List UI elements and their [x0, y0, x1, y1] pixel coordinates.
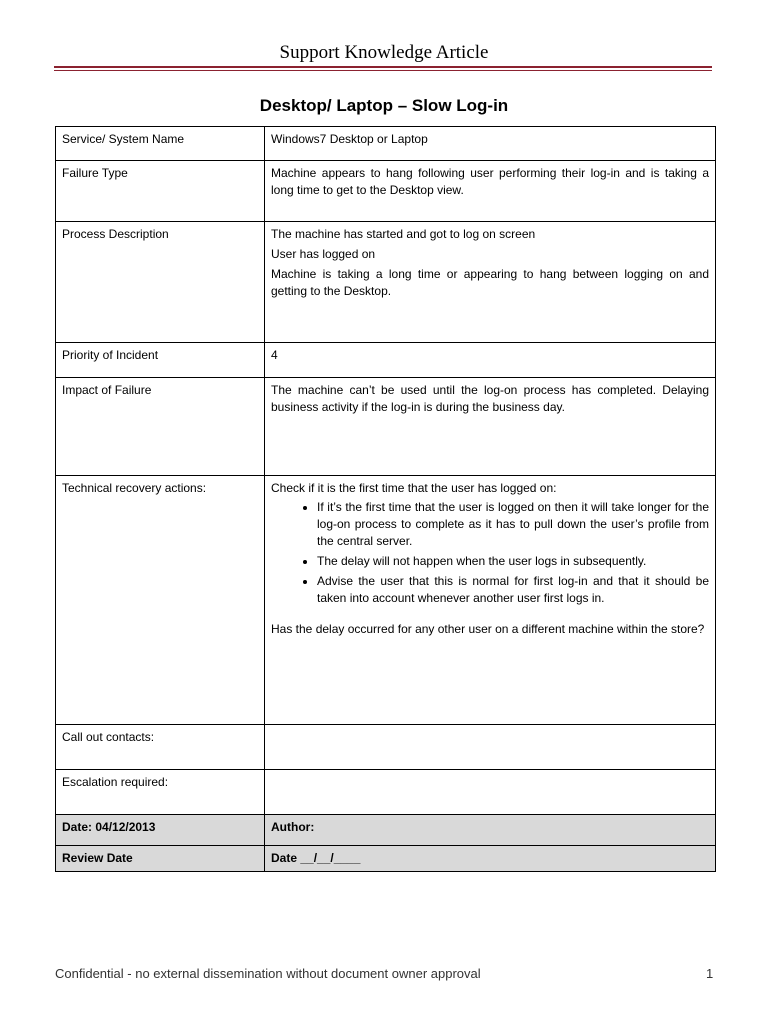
table-row: [56, 127, 716, 161]
date-label: Date: 04/12/2013: [56, 815, 265, 846]
table-row: [56, 343, 716, 378]
row-value: [265, 343, 716, 378]
row-label: Service/ System Name: [56, 127, 265, 161]
value-intro: Check if it is the first time that the user has logged on:: [271, 481, 557, 495]
confidential-notice: Confidential - no external dissemination without document owner approval: [55, 966, 481, 981]
row-value: [265, 378, 716, 476]
page-header-title: Support Knowledge Article: [279, 42, 489, 63]
value-text: Windows7 Desktop or Laptop: [271, 132, 428, 146]
row-label: Escalation required:: [56, 770, 265, 815]
table-row: [56, 222, 716, 343]
table-row: [56, 378, 716, 476]
value-text: Machine appears to hang following user performing their log-in and is taking a long time to get to the Desktop view.: [271, 166, 709, 197]
row-value: [265, 127, 716, 161]
table-row: [56, 846, 716, 872]
value-closing: Has the delay occurred for any other user on a different machine within the store?: [271, 622, 705, 636]
table-row: [56, 725, 716, 770]
row-value: [265, 161, 716, 222]
list-item: • Advise the user that this is normal for first log-in and that it should be taken into account whenever another user first logs in.: [317, 573, 709, 607]
row-value: [265, 222, 716, 343]
table-row: [56, 770, 716, 815]
review-date-label: Review Date: [56, 846, 265, 872]
document-title: Desktop/ Laptop – Slow Log-in: [259, 96, 509, 115]
value-text: The machine can’t be used until the log-on process has completed. Delaying business activity if the log-in is during the business day.: [271, 383, 709, 414]
review-date-value: Date __/__/____: [265, 846, 716, 872]
row-label: Priority of Incident: [56, 343, 265, 378]
bullet-list: [271, 499, 709, 607]
knowledge-article-table: [55, 126, 716, 872]
page-number: 1: [706, 966, 714, 981]
table-row: [56, 476, 716, 725]
list-item: • If it’s the first time that the user is logged on then it will take longer for the log-on process to complete as it has to pull down the user’s profile from the central server.: [317, 499, 709, 550]
value-text: The machine has started and got to log on screen: [271, 227, 536, 241]
value-text: User has logged on: [271, 247, 376, 261]
row-label: Failure Type: [56, 161, 265, 222]
header-rule-thick: [54, 66, 712, 68]
row-value: [265, 476, 716, 725]
list-item: • The delay will not happen when the user logs in subsequently.: [317, 553, 709, 570]
table-row: [56, 161, 716, 222]
row-value: [265, 770, 716, 815]
row-label: Impact of Failure: [56, 378, 265, 476]
row-label: Process Description: [56, 222, 265, 343]
author-label: Author:: [265, 815, 716, 846]
row-label: Call out contacts:: [56, 725, 265, 770]
row-label: Technical recovery actions:: [56, 476, 265, 725]
header-rule-thin: [54, 70, 712, 71]
row-value: [265, 725, 716, 770]
value-text: 4: [271, 348, 278, 362]
value-text: Machine is taking a long time or appearing to hang between logging on and getting to the Desktop.: [271, 267, 709, 298]
table-row: [56, 815, 716, 846]
